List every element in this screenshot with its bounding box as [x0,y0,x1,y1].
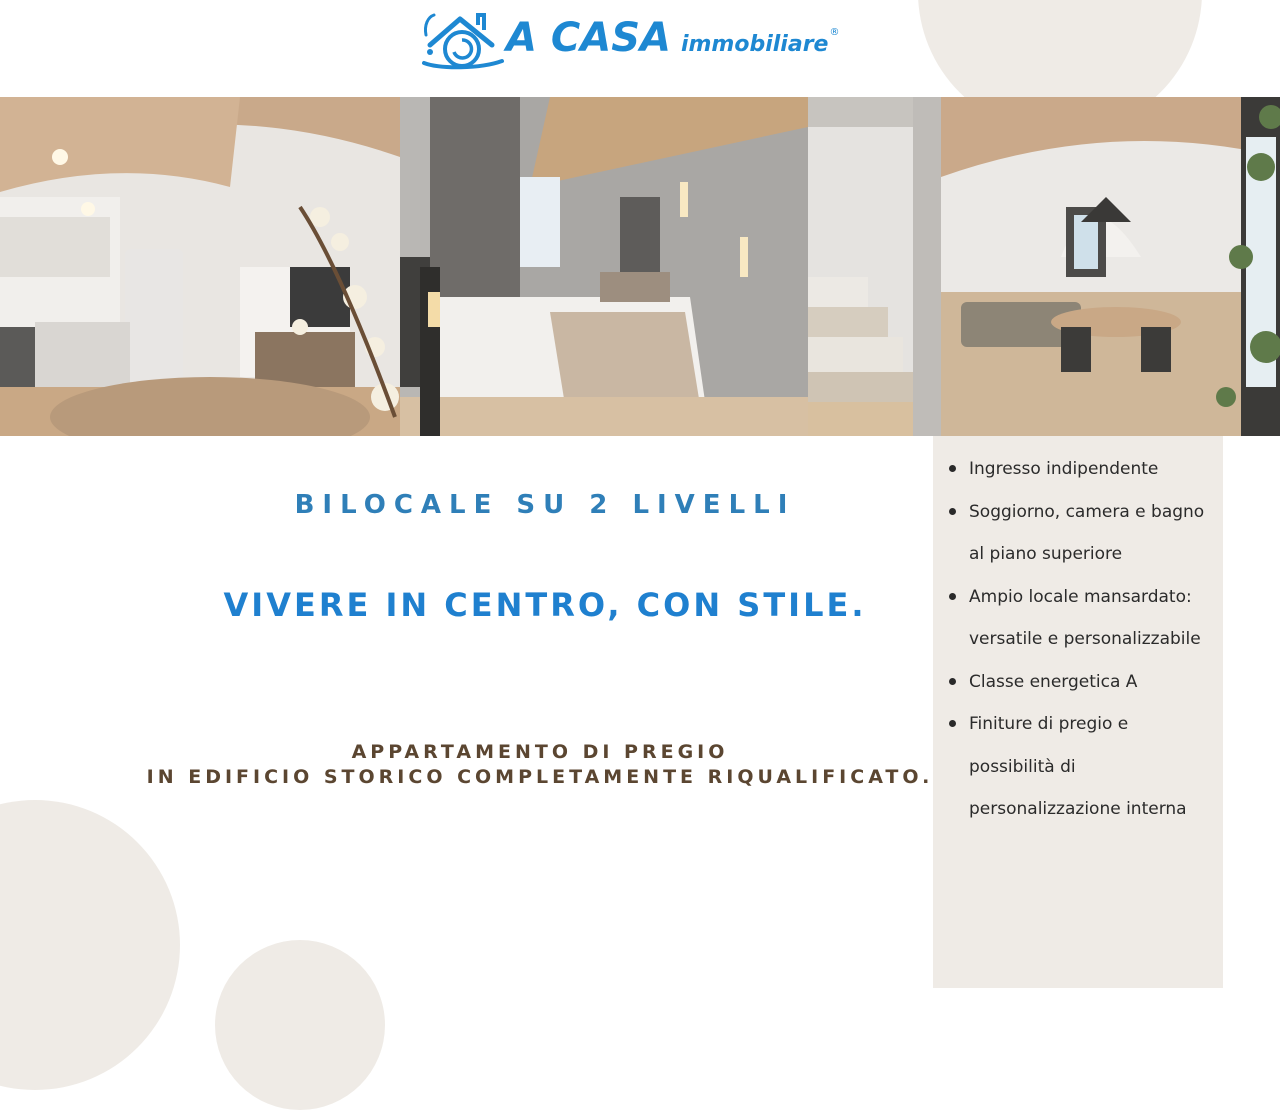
feature-text: Ampio locale mansardato: [969,586,1192,607]
tagline-line-1: APPARTAMENTO DI PREGIO [351,741,729,763]
feature-item [945,661,1220,704]
feature-text: versatile e personalizzabile [969,629,1201,649]
decorative-circle-bottom-left [0,800,180,1090]
house-snail-icon [420,5,508,71]
listing-title: BILOCALE SU 2 LIVELLI [294,490,796,520]
tagline-line-2: IN EDIFICIO STORICO COMPLETAMENTE RIQUALIFICATO. [146,766,934,788]
registered-mark: ® [829,27,840,38]
feature-item [945,703,1220,831]
brand-wordmark [506,15,839,61]
feature-item [945,491,1220,576]
photo-strip [0,97,1280,436]
listing-tagline [130,740,950,790]
decorative-circle-bottom-center [215,940,385,1110]
feature-text: Ingresso indipendente [969,459,1159,479]
brand-subname: immobiliare [680,32,829,57]
photo-bedroom [400,97,808,436]
brand-logo[interactable] [420,2,850,74]
feature-text: personalizzazione interna [969,799,1187,819]
features-list [945,448,1220,831]
feature-text: al piano superiore [969,544,1123,564]
photo-staircase [808,97,941,436]
feature-text: possibilità di [969,756,1076,777]
feature-item [945,576,1220,661]
photo-kitchen-living [0,97,400,436]
feature-text: Classe energetica A [969,671,1138,692]
photo-dining-living [941,97,1280,436]
feature-item [945,448,1220,491]
brand-name: A CASA [506,15,671,61]
feature-text: Soggiorno, camera e bagno [969,501,1205,522]
listing-subtitle: VIVERE IN CENTRO, CON STILE. [223,586,867,624]
feature-text: Finiture di pregio e [969,714,1129,734]
